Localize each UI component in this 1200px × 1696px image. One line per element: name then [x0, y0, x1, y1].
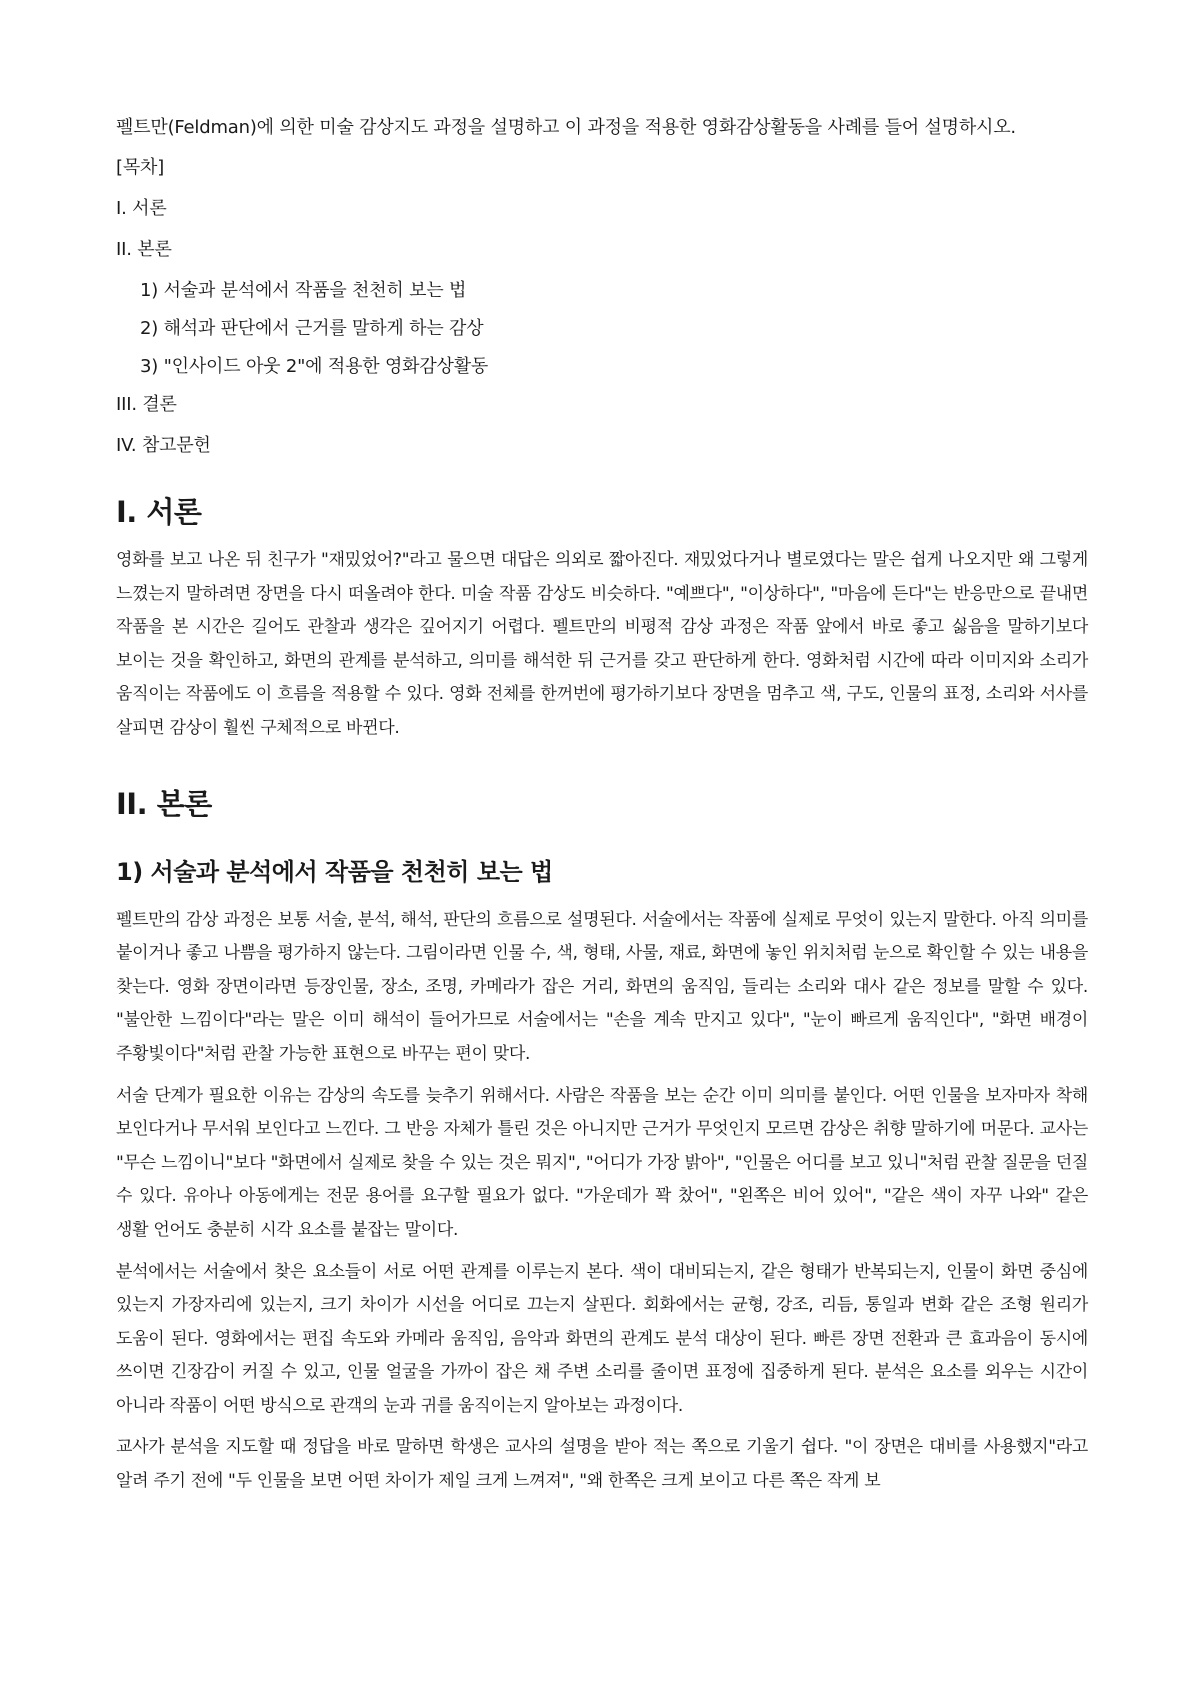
- section-title-body: II. 본론: [116, 786, 212, 821]
- subsection-title-1: 1) 서술과 분석에서 작품을 천천히 보는 법: [116, 857, 553, 886]
- body-paragraph: 교사가 분석을 지도할 때 정답을 바로 말하면 학생은 교사의 설명을 받아 적는 쪽으로 기울기 쉽다. "이 장면은 대비를 사용했지"라고 알려 주기 전에 "두 인물을 보면 어떤 차이가 제일 크게 느껴져", "왜 한쪽은 크게 보이고 다른 쪽은 작게 보: [116, 1437, 1088, 1492]
- toc-item-body: II. 본론: [116, 239, 172, 260]
- toc-subitem-3: 3) "인사이드 아웃 2"에 적용한 영화감상활동: [140, 356, 489, 377]
- assignment-question: 펠트만(Feldman)에 의한 미술 감상지도 과정을 설명하고 이 과정을 적용한 영화감상활동을 사례를 들어 설명하시오.: [116, 117, 1016, 138]
- body-paragraph: 펠트만의 감상 과정은 보통 서술, 분석, 해석, 판단의 흐름으로 설명된다. 서술에서는 작품에 실제로 무엇이 있는지 말한다. 아직 의미를 붙이거나 좋고 나쁨을 평가하지 않는다. 그림이라면 인물 수, 색, 형태, 사물, 재료, 화면에 놓인 위치처럼 눈으로 확인할 수 있는 내용을 찾는다. 영화 장면이라면 등장인물, 장소, 조명, 카메라가 잡은 거리, 화면의 움직임, 들리는 소리와 대사 같은 정보를 말할 수 있다. "불안한 느낌이다"라는 말은 이미 해석이 들어가므로 서술에서는 "손을 계속 만지고 있다", "눈이 빠르게 움직인다", "화면 배경이 주황빛이다"처럼 관찰 가능한 표현으로 바꾸는 편이 맞다.: [116, 909, 1088, 1064]
- body-paragraph: 분석에서는 서술에서 찾은 요소들이 서로 어떤 관계를 이루는지 본다. 색이 대비되는지, 같은 형태가 반복되는지, 인물이 화면 중심에 있는지 가장자리에 있는지, 크기 차이가 시선을 어디로 끄는지 살핀다. 회화에서는 균형, 강조, 리듬, 통일과 변화 같은 조형 원리가 도움이 된다. 영화에서는 편집 속도와 카메라 움직임, 음악과 화면의 관계도 분석 대상이 된다. 빠른 장면 전환과 큰 효과음이 동시에 쓰이면 긴장감이 커질 수 있고, 인물 얼굴을 가까이 잡은 채 주변 소리를 줄이면 표정에 집중하게 된다. 분석은 요소를 외우는 시간이 아니라 작품이 어떤 방식으로 관객의 눈과 귀를 움직이는지 알아보는 과정이다.: [116, 1261, 1088, 1416]
- toc-subitem-1: 1) 서술과 분석에서 작품을 천천히 보는 법: [140, 280, 467, 301]
- body-paragraph: 서술 단계가 필요한 이유는 감상의 속도를 늦추기 위해서다. 사람은 작품을 보는 순간 이미 의미를 붙인다. 어떤 인물을 보자마자 착해 보인다거나 무서워 보인다고 느낀다. 그 반응 자체가 틀린 것은 아니지만 근거가 무엇인지 모르면 감상은 취향 말하기에 머문다. 교사는 "무슨 느낌이니"보다 "화면에서 실제로 찾을 수 있는 것은 뭐지", "어디가 가장 밝아", "인물은 어디를 보고 있니"처럼 관찰 질문을 던질 수 있다. 유아나 아동에게는 전문 용어를 요구할 필요가 없다. "가운데가 꽉 찼어", "왼쪽은 비어 있어", "같은 색이 자꾸 나와" 같은 생활 언어도 충분히 시각 요소를 붙잡는 말이다.: [116, 1085, 1088, 1240]
- toc-item-references: IV. 참고문헌: [116, 435, 211, 456]
- intro-paragraph: 영화를 보고 나온 뒤 친구가 "재밌었어?"라고 물으면 대답은 의외로 짧아진다. 재밌었다거나 별로였다는 말은 쉽게 나오지만 왜 그렇게 느꼈는지 말하려면 장면을 다시 떠올려야 한다. 미술 작품 감상도 비슷하다. "예쁘다", "이상하다", "마음에 든다"는 반응만으로 끝내면 작품을 본 시간은 길어도 관찰과 생각은 깊어지기 어렵다. 펠트만의 비평적 감상 과정은 작품 앞에서 바로 좋고 싫음을 말하기보다 보이는 것을 확인하고, 화면의 관계를 분석하고, 의미를 해석한 뒤 근거를 갖고 판단하게 한다. 영화처럼 시간에 따라 이미지와 소리가 움직이는 작품에도 이 흐름을 적용할 수 있다. 영화 전체를 한꺼번에 평가하기보다 장면을 멈추고 색, 구도, 인물의 표정, 소리와 서사를 살피면 감상이 훨씬 구체적으로 바뀐다.: [116, 550, 1088, 738]
- toc-item-intro: I. 서론: [116, 198, 167, 219]
- table-of-contents: [116, 156, 1088, 458]
- toc-subitem-2: 2) 해석과 판단에서 근거를 말하게 하는 감상: [140, 318, 484, 339]
- section-title-intro: I. 서론: [116, 495, 202, 529]
- toc-heading: [목차]: [116, 157, 165, 178]
- toc-item-conclusion: III. 결론: [116, 394, 177, 415]
